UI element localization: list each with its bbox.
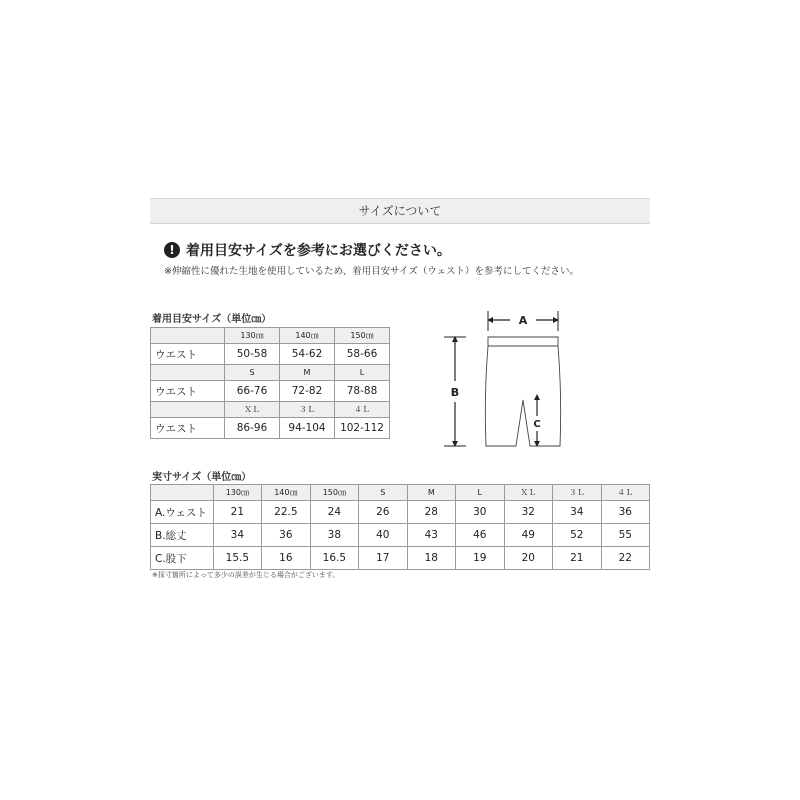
value-cell: 20 xyxy=(504,547,552,570)
value-cell: 50-58 xyxy=(225,344,280,365)
value-cell: 72-82 xyxy=(280,381,335,402)
size-header-cell: ＸＬ xyxy=(225,402,280,418)
value-cell: 18 xyxy=(407,547,455,570)
guide-size-row xyxy=(151,402,390,418)
size-header-cell: ＸＬ xyxy=(504,485,552,501)
value-cell: 34 xyxy=(553,501,601,524)
value-cell: 49 xyxy=(504,524,552,547)
notice-note: ※伸縮性に優れた生地を使用しているため、着用目安サイズ（ウェスト）を参考にしてください。 xyxy=(164,266,579,277)
size-header-cell: ４Ｌ xyxy=(601,485,650,501)
value-cell: 28 xyxy=(407,501,455,524)
section-title: サイズについて xyxy=(358,204,442,218)
value-cell: 21 xyxy=(553,547,601,570)
label-a: A xyxy=(518,314,528,327)
guide-waist-row xyxy=(151,418,390,439)
size-guide-table xyxy=(150,327,390,439)
value-cell: 34 xyxy=(213,524,261,547)
size-header-cell: 130㎝ xyxy=(213,485,261,501)
size-header-cell: L xyxy=(335,365,390,381)
notice xyxy=(164,240,451,260)
value-cell: 22 xyxy=(601,547,650,570)
value-cell: 52 xyxy=(553,524,601,547)
actual-size-table xyxy=(150,484,650,570)
size-header-cell: 130㎝ xyxy=(225,328,280,344)
value-cell: 43 xyxy=(407,524,455,547)
guide-size-row xyxy=(151,328,390,344)
value-cell: 36 xyxy=(262,524,310,547)
pants-waistband xyxy=(488,337,558,346)
row-label: ウエスト xyxy=(151,344,225,365)
value-cell: 30 xyxy=(456,501,504,524)
row-label: A.ウェスト xyxy=(151,501,214,524)
size-header-cell: L xyxy=(456,485,504,501)
empty-cell xyxy=(151,485,214,501)
guide-waist-row xyxy=(151,344,390,365)
guide-title: 着用目安サイズ（単位㎝） xyxy=(152,314,272,325)
size-header-cell: ３Ｌ xyxy=(553,485,601,501)
value-cell: 24 xyxy=(310,501,358,524)
section-header xyxy=(150,198,650,224)
value-cell: 94-104 xyxy=(280,418,335,439)
notice-text: 着用目安サイズを参考にお選びください。 xyxy=(186,243,451,259)
value-cell: 17 xyxy=(359,547,407,570)
guide-size-row xyxy=(151,365,390,381)
value-cell: 16 xyxy=(262,547,310,570)
value-cell: 102-112 xyxy=(335,418,390,439)
empty-cell xyxy=(151,402,225,418)
footnote: ※採寸箇所によって多少の誤差が生じる場合がございます。 xyxy=(152,571,340,579)
value-cell: 15.5 xyxy=(213,547,261,570)
size-header-cell: 150㎝ xyxy=(335,328,390,344)
value-cell: 21 xyxy=(213,501,261,524)
size-header-cell: S xyxy=(225,365,280,381)
size-header-cell: ４Ｌ xyxy=(335,402,390,418)
size-header-cell: S xyxy=(359,485,407,501)
value-cell: 58-66 xyxy=(335,344,390,365)
value-cell: 86-96 xyxy=(225,418,280,439)
value-cell: 19 xyxy=(456,547,504,570)
empty-cell xyxy=(151,328,225,344)
value-cell: 32 xyxy=(504,501,552,524)
value-cell: 66-76 xyxy=(225,381,280,402)
value-cell: 78-88 xyxy=(335,381,390,402)
size-header-cell: 140㎝ xyxy=(262,485,310,501)
size-header-cell: M xyxy=(280,365,335,381)
pants-outline xyxy=(485,346,560,446)
value-cell: 40 xyxy=(359,524,407,547)
empty-cell xyxy=(151,365,225,381)
row-label: ウエスト xyxy=(151,381,225,402)
actual-row xyxy=(151,501,650,524)
size-header-cell: M xyxy=(407,485,455,501)
size-header-cell: 150㎝ xyxy=(310,485,358,501)
value-cell: 16.5 xyxy=(310,547,358,570)
value-cell: 54-62 xyxy=(280,344,335,365)
actual-row xyxy=(151,524,650,547)
row-label: B.総丈 xyxy=(151,524,214,547)
label-b: B xyxy=(450,386,460,399)
size-header-cell: 140㎝ xyxy=(280,328,335,344)
value-cell: 55 xyxy=(601,524,650,547)
actual-row xyxy=(151,547,650,570)
actual-header-row xyxy=(151,485,650,501)
guide-waist-row xyxy=(151,381,390,402)
exclamation-icon: ! xyxy=(164,242,180,258)
value-cell: 38 xyxy=(310,524,358,547)
value-cell: 22.5 xyxy=(262,501,310,524)
value-cell: 26 xyxy=(359,501,407,524)
row-label: ウエスト xyxy=(151,418,225,439)
value-cell: 36 xyxy=(601,501,650,524)
pants-diagram xyxy=(440,305,580,460)
actual-title: 実寸サイズ（単位㎝） xyxy=(152,472,252,483)
size-header-cell: ３Ｌ xyxy=(280,402,335,418)
value-cell: 46 xyxy=(456,524,504,547)
row-label: C.股下 xyxy=(151,547,214,570)
label-c: C xyxy=(533,419,541,430)
